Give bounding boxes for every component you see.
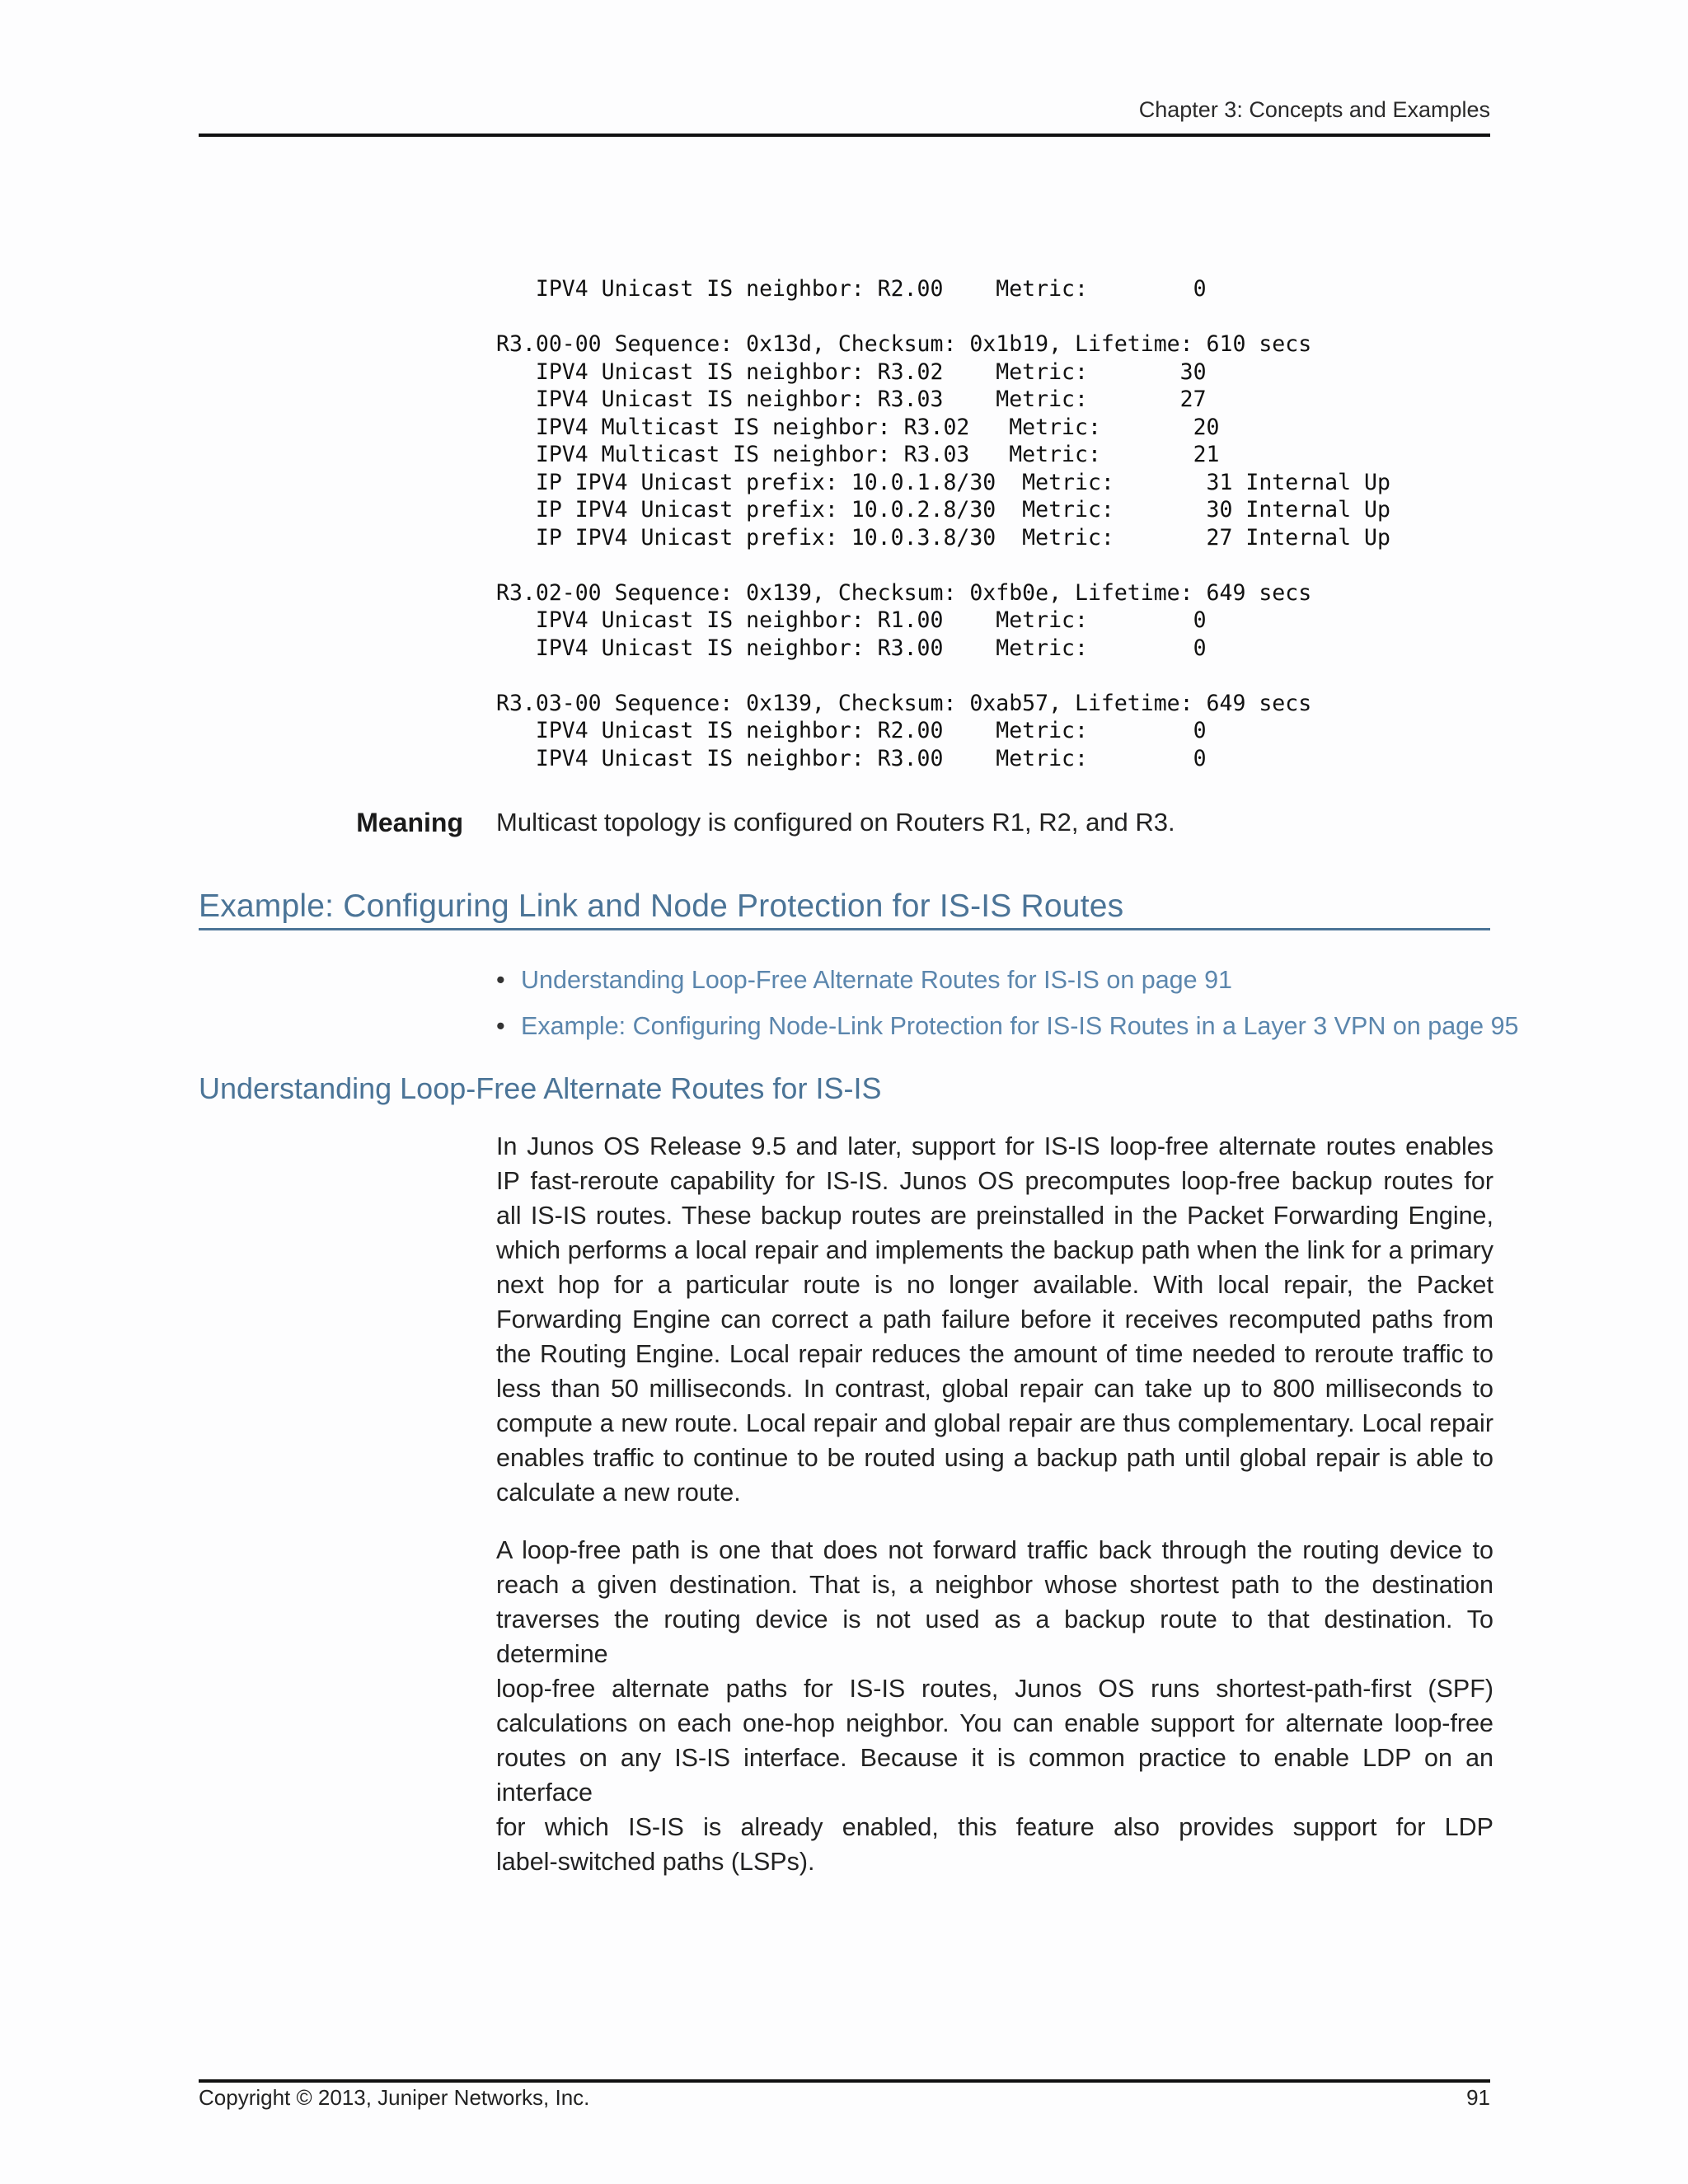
subsection-title: Understanding Loop-Free Alternate Routes for IS-IS — [199, 1071, 882, 1105]
bullet-icon: • — [496, 966, 505, 994]
paragraph-line: IP fast-reroute capability for IS-IS. Junos OS precomputes loop-free backup routes for — [496, 1167, 1493, 1195]
code-line: R3.00-00 Sequence: 0x13d, Checksum: 0x1b19, Lifetime: 610 secs — [496, 331, 1312, 357]
code-line: IPV4 Unicast IS neighbor: R3.00 Metric: 0 — [496, 635, 1207, 661]
paragraph-line: calculations on each one-hop neighbor. You can enable support for alternate loop-free — [496, 1709, 1493, 1737]
topic-links — [496, 966, 1519, 1058]
code-line: IPV4 Unicast IS neighbor: R3.03 Metric: 27 — [496, 387, 1207, 412]
paragraph-line: label-switched paths (LSPs). — [496, 1848, 815, 1876]
meaning-label: Meaning — [356, 808, 463, 837]
bullet-icon: • — [496, 1012, 505, 1040]
code-block — [496, 275, 1390, 772]
code-line: IPV4 Unicast IS neighbor: R3.02 Metric: 30 — [496, 359, 1207, 385]
paragraph-line: calculate a new route. — [496, 1479, 741, 1507]
code-line: IPV4 Unicast IS neighbor: R2.00 Metric: 0 — [496, 276, 1207, 302]
paragraph-line: In Junos OS Release 9.5 and later, support for IS-IS loop-free alternate routes enables — [496, 1132, 1493, 1160]
topic-link-item — [496, 966, 1519, 1012]
code-line: IPV4 Unicast IS neighbor: R3.00 Metric: 0 — [496, 745, 1207, 771]
paragraph-line: Forwarding Engine can correct a path failure before it receives recomputed paths from — [496, 1305, 1493, 1333]
paragraph-line: compute a new route. Local repair and global repair are thus complementary. Local repair — [496, 1409, 1493, 1437]
paragraph-line: which performs a local repair and implements the backup path when the link for a primary — [496, 1236, 1493, 1264]
paragraph-line: enables traffic to continue to be routed using a backup path until global repair is able to — [496, 1444, 1493, 1472]
header-rule — [199, 134, 1490, 137]
code-line: IP IPV4 Unicast prefix: 10.0.3.8/30 Metric: 27 Internal Up — [496, 524, 1390, 551]
section-rule — [199, 928, 1490, 930]
code-line: IP IPV4 Unicast prefix: 10.0.2.8/30 Metric: 30 Internal Up — [496, 497, 1390, 523]
paragraph-line: loop-free alternate paths for IS-IS routes, Junos OS runs shortest-path-first (SPF) — [496, 1675, 1493, 1703]
code-line: IPV4 Multicast IS neighbor: R3.02 Metric: 20 — [496, 414, 1220, 440]
paragraph-loop-free-path — [496, 1533, 1493, 1879]
code-line: IP IPV4 Unicast prefix: 10.0.1.8/30 Metric: 31 Internal Up — [496, 469, 1390, 495]
paragraph-line: the Routing Engine. Local repair reduces the amount of time needed to reroute traffic to — [496, 1340, 1493, 1368]
paragraph-line: A loop-free path is one that does not forward traffic back through the routing device to — [496, 1536, 1493, 1564]
code-line: IPV4 Unicast IS neighbor: R2.00 Metric: 0 — [496, 718, 1207, 743]
paragraph-line: less than 50 milliseconds. In contrast, global repair can take up to 800 milliseconds to — [496, 1375, 1493, 1403]
page-number: 91 — [1466, 2085, 1490, 2110]
code-line: R3.02-00 Sequence: 0x139, Checksum: 0xfb0e, Lifetime: 649 secs — [496, 579, 1312, 606]
paragraph-line: routes on any IS-IS interface. Because it is common practice to enable LDP on an interface — [496, 1744, 1493, 1807]
code-line: R3.03-00 Sequence: 0x139, Checksum: 0xab57, Lifetime: 649 secs — [496, 690, 1312, 716]
running-header: Chapter 3: Concepts and Examples — [1138, 97, 1490, 122]
paragraph-lfa-overview — [496, 1129, 1493, 1510]
code-line: IPV4 Unicast IS neighbor: R1.00 Metric: 0 — [496, 607, 1207, 633]
section-title: Example: Configuring Link and Node Protection for IS-IS Routes — [199, 888, 1124, 924]
paragraph-line: for which IS-IS is already enabled, this feature also provides support for LDP — [496, 1813, 1493, 1841]
meaning-text: Multicast topology is configured on Routers R1, R2, and R3. — [496, 808, 1175, 837]
paragraph-line: traverses the routing device is not used as a backup route to that destination. To determine — [496, 1605, 1493, 1668]
copyright: Copyright © 2013, Juniper Networks, Inc. — [199, 2085, 590, 2110]
code-line: IPV4 Multicast IS neighbor: R3.03 Metric: 21 — [496, 442, 1220, 467]
topic-link-item — [496, 1012, 1519, 1058]
paragraph-line: all IS-IS routes. These backup routes are preinstalled in the Packet Forwarding Engine, — [496, 1202, 1493, 1230]
paragraph-line: reach a given destination. That is, a neighbor whose shortest path to the destination — [496, 1571, 1493, 1599]
link-node-link-protection-l3vpn[interactable]: Example: Configuring Node-Link Protection for IS-IS Routes in a Layer 3 VPN on page 95 — [521, 1012, 1519, 1040]
paragraph-line: next hop for a particular route is no longer available. With local repair, the Packet — [496, 1271, 1493, 1299]
footer-rule — [199, 2079, 1490, 2083]
link-understanding-lfa[interactable]: Understanding Loop-Free Alternate Routes for IS-IS on page 91 — [521, 966, 1233, 994]
